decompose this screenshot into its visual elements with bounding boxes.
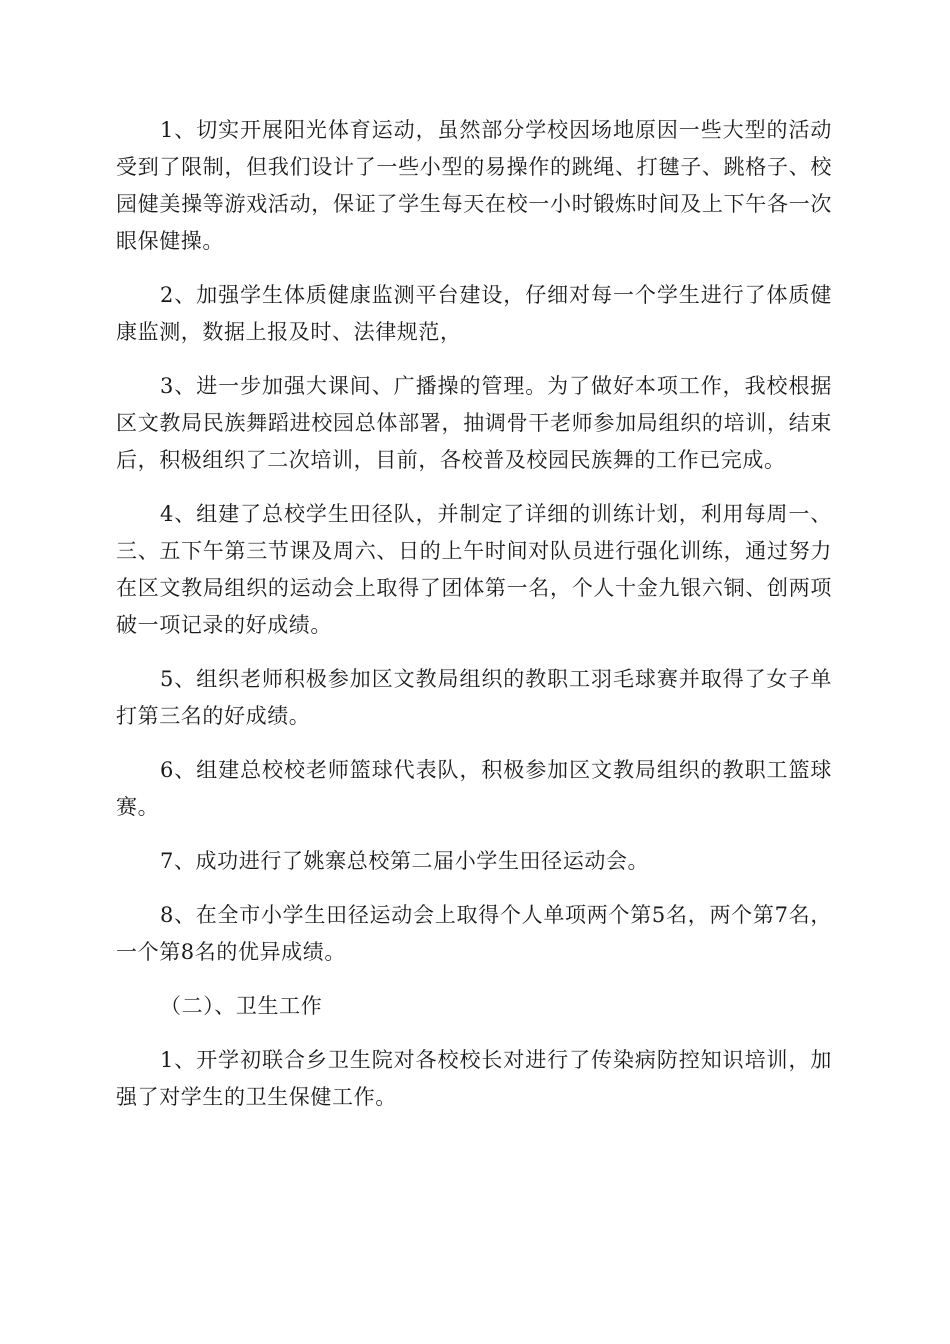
paragraph-1: 1、切实开展阳光体育运动，虽然部分学校因场地原因一些大型的活动受到了限制，但我们设计了一些小型的易操作的跳绳、打毽子、跳格子、校园健美操等游戏活动，保证了学生每天在校一小时锻炼时间及上下午各一次眼保健操。 (116, 118, 832, 253)
paragraph-7: 7、成功进行了姚寨总校第二届小学生田径运动会。 (160, 849, 650, 873)
paragraph-8: 8、在全市小学生田径运动会上取得个人单项两个第5名，两个第7名，一个第8名的优异成绩。 (116, 903, 832, 964)
paragraph-6: 6、组建总校校老师篮球代表队，积极参加区文教局组织的教职工篮球赛。 (116, 758, 832, 819)
paragraph-3: 3、进一步加强大课间、广播操的管理。为了做好本项工作，我校根据区文教局民族舞蹈进校园总体部署，抽调骨干老师参加局组织的培训，结束后，积极组织了二次培训，目前，各校普及校园民族舞的工作已完成。 (116, 374, 832, 472)
paragraph-4: 4、组建了总校学生田径队，并制定了详细的训练计划，利用每周一、三、五下午第三节课及周六、日的上午时间对队员进行强化训练，通过努力在区文教局组织的运动会上取得了团体第一名，个人十金九银六铜、创两项破一项记录的好成绩。 (116, 502, 832, 637)
section-heading-health: （二）、卫生工作 (160, 994, 323, 1018)
paragraph-5: 5、组织老师积极参加区文教局组织的教职工羽毛球赛并取得了女子单打第三名的好成绩。 (116, 667, 832, 728)
document-body (116, 112, 832, 1133)
paragraph-2: 2、加强学生体质健康监测平台建设，仔细对每一个学生进行了体质健康监测，数据上报及时、法律规范， (116, 283, 832, 344)
health-paragraph-1: 1、开学初联合乡卫生院对各校校长对进行了传染病防控知识培训，加强了对学生的卫生保健工作。 (116, 1048, 832, 1109)
